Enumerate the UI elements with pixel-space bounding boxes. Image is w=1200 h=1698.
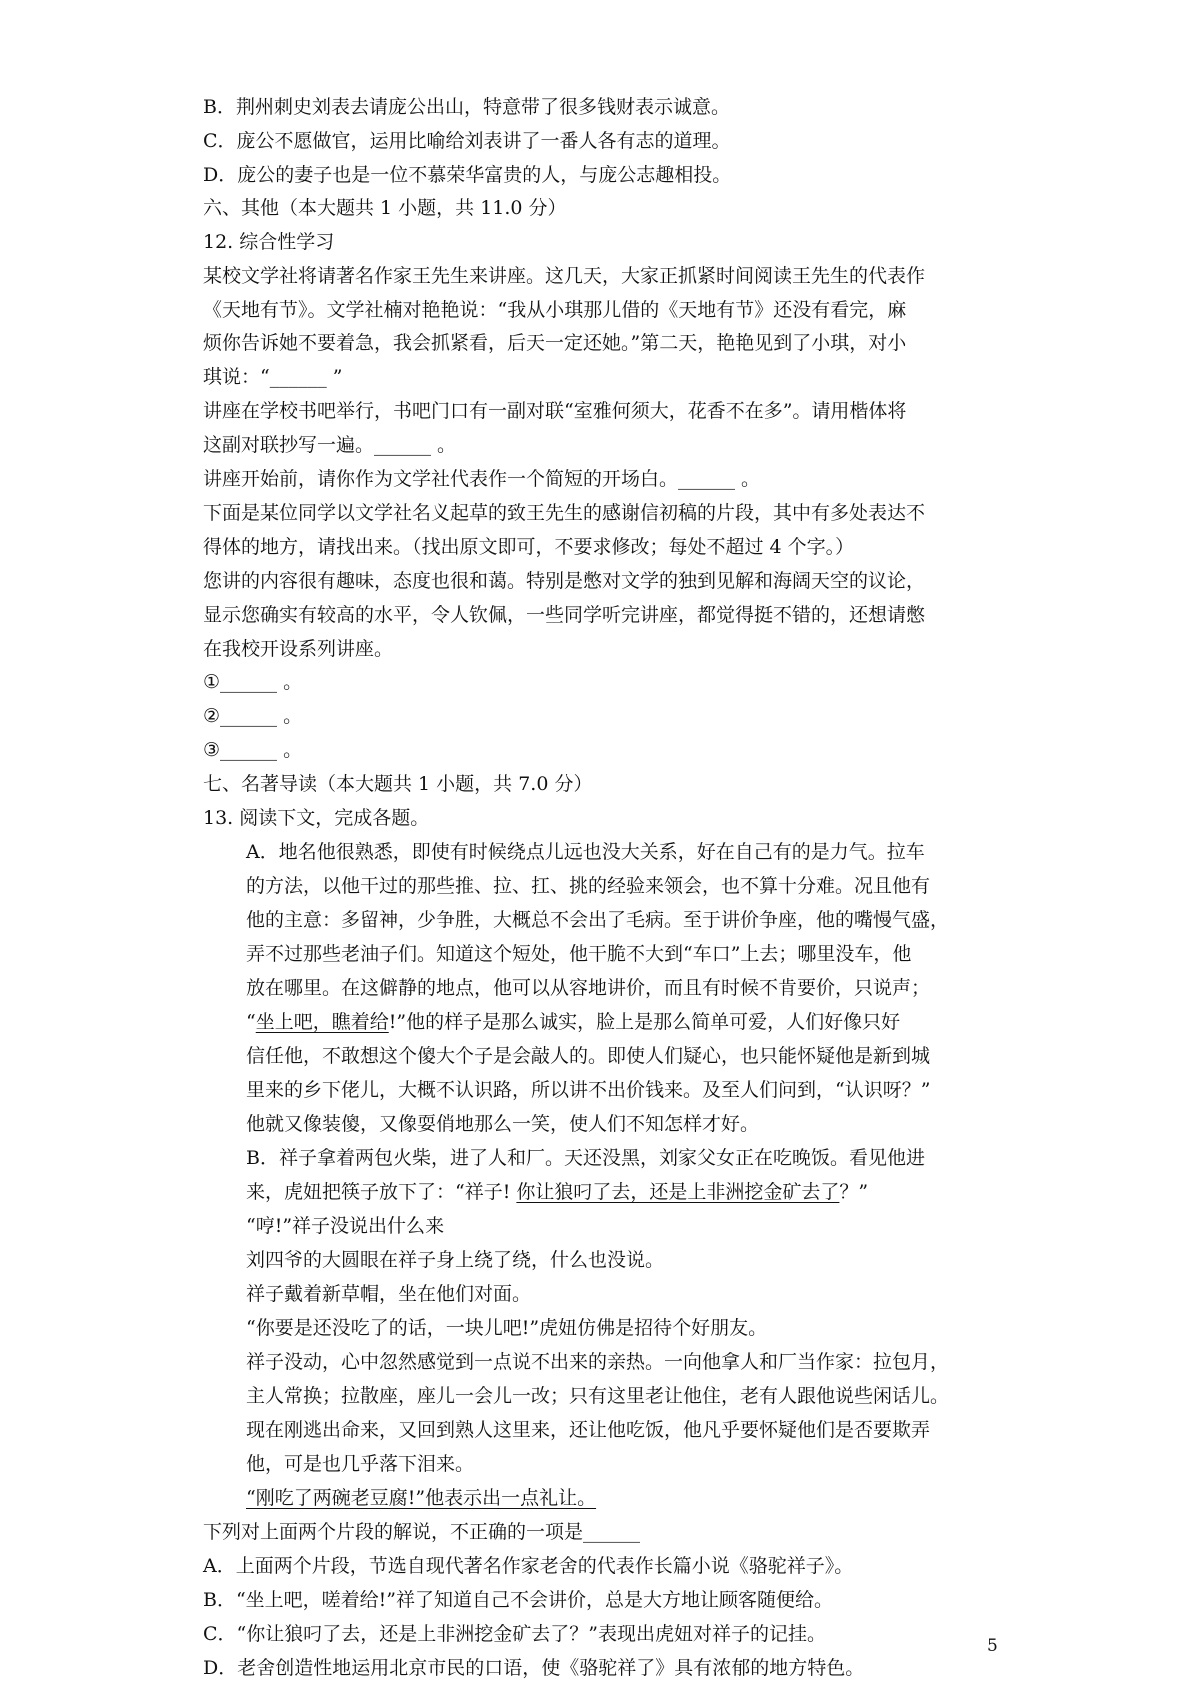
q13-question: 下列对上面两个片段的解说，不正确的一项是______ xyxy=(203,1521,641,1543)
q13-option-c: C．“你让狼叼了去，还是上非洲挖金矿去了？”表现出虎妞对祥子的记挂。 xyxy=(203,1623,826,1645)
passage-a-line: 放在哪里。在这僻静的地点，他可以从容地讲价，而且有时候不肯要价，只说声； xyxy=(246,977,931,999)
q12-answer-blank-1: 琪说：“______ ” xyxy=(203,366,343,388)
q12-letter-line: 您讲的内容很有趣味，态度也很和蔼。特别是憋对文学的独到见解和海阔天空的议论， xyxy=(203,570,926,592)
passage-b-line: B．祥子拿着两包火柴，进了人和厂。天还没黑，刘家父女正在吃晚饭。看见他进 xyxy=(246,1147,925,1169)
q13-option-d: D．老舍创造性地运用北京市民的口语，使《骆驼祥了》具有浓郁的地方特色。 xyxy=(203,1657,865,1679)
q11-option-b: B．荆州刺史刘表去请庞公出山，特意带了很多钱财表示诚意。 xyxy=(203,96,730,118)
underlined-phrase: 你让狼叼了去，还是上非洲挖金矿去了 xyxy=(516,1181,840,1203)
passage-b-line: “你要是还没吃了的话，一块儿吧!”虎妞仿佛是招待个好朋友。 xyxy=(246,1317,768,1339)
q12-blank-item: ③______ 。 xyxy=(203,739,303,761)
q13-title: 13. 阅读下文，完成各题。 xyxy=(203,807,430,829)
q12-paragraph-line: 《天地有节》。文学社楠对艳艳说：“我从小琪那儿借的《天地有节》还没有看完，麻 xyxy=(203,299,907,321)
passage-text: ？” xyxy=(839,1181,869,1203)
q12-paragraph-line: 某校文学社将请著名作家王先生来讲座。这几天，大家正抓紧时间阅读王先生的代表作 xyxy=(203,265,926,287)
passage-a-line: 的方法，以他干过的那些推、拉、扛、挑的经验来领会，也不算十分难。况且他有 xyxy=(246,875,931,897)
passage-b-line: 祥子没动，心中忽然感觉到一点说不出来的亲热。一向他拿人和厂当作家：拉包月， xyxy=(246,1351,950,1373)
q12-paragraph-line: 得体的地方，请找出来。（找出原文即可，不要求修改；每处不超过 4 个字。） xyxy=(203,536,855,558)
passage-b-line: 刘四爷的大圆眼在祥子身上绕了绕，什么也没说。 xyxy=(246,1249,665,1271)
q12-answer-blank-3: 讲座开始前，请你作为文学社代表作一个简短的开场白。______ 。 xyxy=(203,468,761,490)
section-6-heading: 六、其他（本大题共 1 小题，共 11.0 分） xyxy=(203,197,567,219)
q12-paragraph-line: 讲座在学校书吧举行，书吧门口有一副对联“室雅何须大，花香不在多”。请用楷体将 xyxy=(203,400,907,422)
passage-b-line: 现在刚逃出命来，又回到熟人这里来，还让他吃饭，他凡乎要怀疑他们是否要欺弄 xyxy=(246,1419,931,1441)
passage-b-line: 祥子戴着新草帽，坐在他们对面。 xyxy=(246,1283,532,1305)
q11-option-c: C．庞公不愿做官，运用比喻给刘表讲了一番人各有志的道理。 xyxy=(203,130,731,152)
passage-a-line: 他就又像装傻，又像耍俏地那么一笑，使人们不知怎样才好。 xyxy=(246,1113,760,1135)
passage-b-line: 主人常换；拉散座，座儿一会儿一改；只有这里老让他住，老有人跟他说些闲话儿。 xyxy=(246,1385,950,1407)
q11-option-d: D．庞公的妻子也是一位不慕荣华富贵的人，与庞公志趣相投。 xyxy=(203,164,732,186)
passage-b-line: 他，可是也几乎落下泪来。 xyxy=(246,1453,475,1475)
passage-a-line: 他的主意：多留神，少争胜，大概总不会出了毛病。至于讲价争座，他的嘴慢气盛， xyxy=(246,909,950,931)
passage-a-line: 里来的乡下佬儿，大概不认识路，所以讲不出价钱来。及至人们问到，“认识呀？” xyxy=(246,1079,931,1101)
section-7-heading: 七、名著导读（本大题共 1 小题，共 7.0 分） xyxy=(203,773,593,795)
passage-b-line: “哼!”祥子没说出什么来 xyxy=(246,1215,445,1237)
q12-blank-item: ②______ 。 xyxy=(203,705,303,727)
passage-a-line xyxy=(246,1013,900,1032)
q12-answer-blank-2: 这副对联抄写一遍。______ 。 xyxy=(203,434,457,456)
underlined-phrase: 坐上吧，瞧着给 xyxy=(255,1011,389,1033)
q12-letter-line: 显示您确实有较高的水平，令人钦佩，一些同学听完讲座，都觉得挺不错的，还想请憋 xyxy=(203,604,926,626)
passage-a-line: 弄不过那些老油子们。知道这个短处，他干脆不大到“车口”上去；哪里没车，他 xyxy=(246,943,912,965)
page-number: 5 xyxy=(987,1636,998,1656)
q12-title: 12. 综合性学习 xyxy=(203,231,335,253)
passage-text: !”他的样子是那么诚实，脸上是那么简单可爱，人们好像只好 xyxy=(388,1011,901,1033)
quote-open: “ xyxy=(246,1011,256,1033)
passage-text: 来，虎妞把筷子放下了：“祥子! xyxy=(246,1181,517,1203)
passage-b-line xyxy=(246,1183,868,1202)
q12-paragraph-line: 烦你告诉她不要着急，我会抓紧看，后天一定还她。”第二天，艳艳见到了小琪，对小 xyxy=(203,332,907,354)
passage-b-underlined-line: “刚吃了两碗老豆腐!”他表示出一点礼让。 xyxy=(246,1487,597,1509)
q13-option-a: A．上面两个片段，节选自现代著名作家老舍的代表作长篇小说《骆驼祥子》。 xyxy=(203,1555,854,1577)
q12-blank-item: ①______ 。 xyxy=(203,671,303,693)
q12-paragraph-line: 下面是某位同学以文学社名义起草的致王先生的感谢信初稿的片段，其中有多处表达不 xyxy=(203,502,926,524)
q13-option-b: B．“坐上吧，嗟着给!”祥了知道自己不会讲价，总是大方地让顾客随便给。 xyxy=(203,1589,834,1611)
passage-a-line: A．地名他很熟悉，即使有时候绕点儿远也没大关系，好在自己有的是力气。拉车 xyxy=(246,841,925,863)
passage-a-line: 信任他，不敢想这个傻大个子是会敲人的。即使人们疑心，也只能怀疑他是新到城 xyxy=(246,1045,931,1067)
q12-letter-line: 在我校开设系列讲座。 xyxy=(203,638,394,660)
